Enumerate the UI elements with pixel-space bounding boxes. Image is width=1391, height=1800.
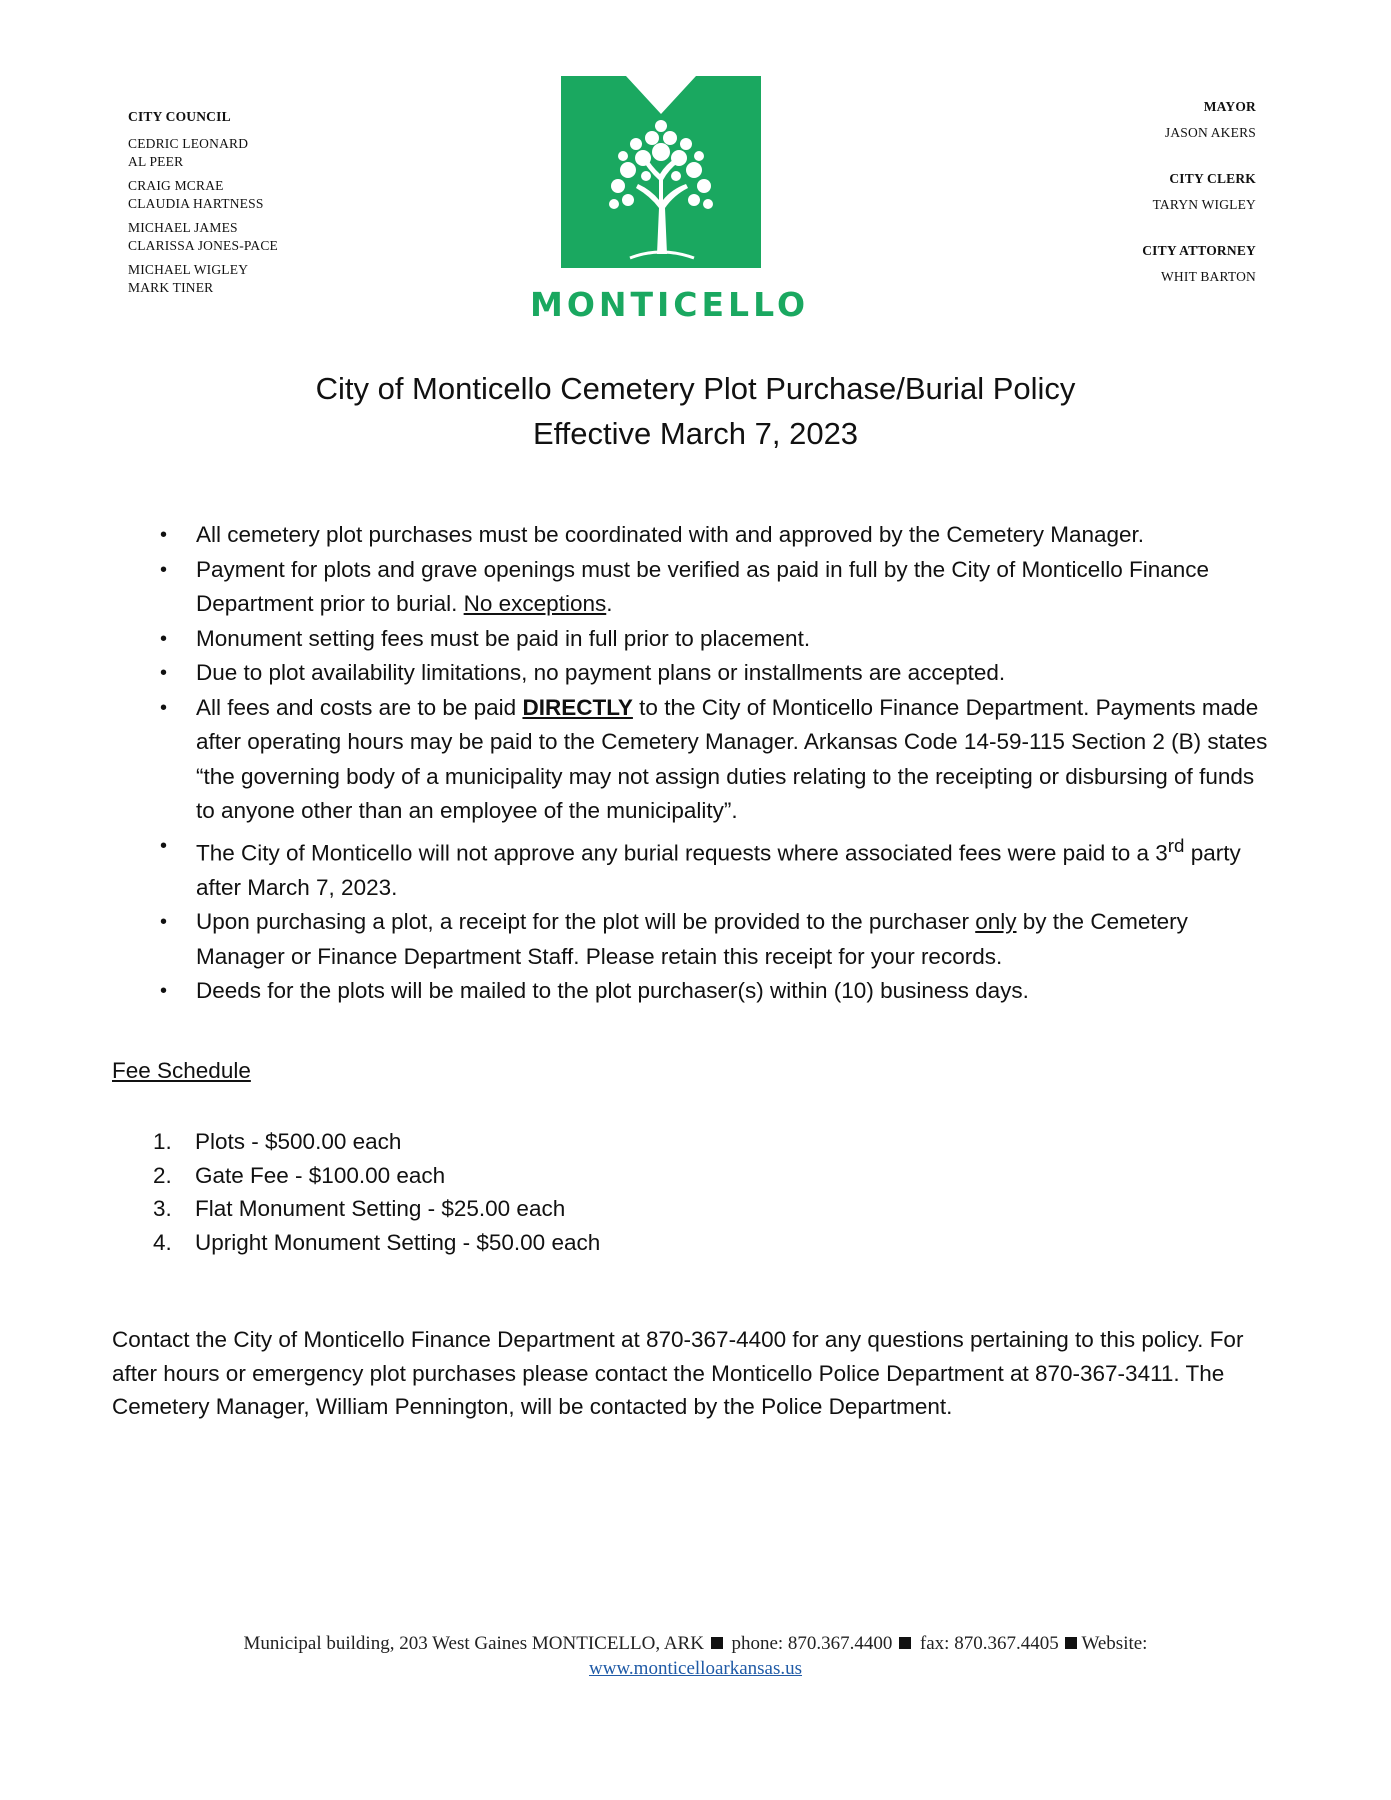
official-attorney xyxy=(1016,242,1256,286)
official-name: WHIT BARTON xyxy=(1160,269,1256,284)
council-member: AL PEER xyxy=(128,154,184,169)
title-line-1: City of Monticello Cemetery Plot Purchase/Burial Policy xyxy=(315,371,1076,406)
council-member: CEDRIC LEONARD xyxy=(128,136,249,151)
ordinal-suffix: rd xyxy=(1167,834,1185,856)
official-mayor xyxy=(1016,98,1256,142)
title-line-2: Effective March 7, 2023 xyxy=(532,416,859,451)
bullet-icon: • xyxy=(160,558,168,581)
council-group xyxy=(128,261,388,297)
policy-list xyxy=(160,518,1270,1009)
bullet-icon: • xyxy=(160,627,168,650)
official-name: JASON AKERS xyxy=(1164,125,1256,140)
footer-address: Municipal building, 203 West Gaines MONTICELLO, ARK xyxy=(243,1633,704,1654)
fee-item: 2. Gate Fee - $100.00 each xyxy=(153,1162,446,1188)
bullet-icon: • xyxy=(160,524,168,546)
policy-item: • The City of Monticello will not approve any burial requests where associated fees were paid to a 3rd party after March 7, 2023. xyxy=(160,829,1270,906)
official-clerk xyxy=(1016,170,1256,214)
official-name: TARYN WIGLEY xyxy=(1152,197,1256,212)
square-bullet-icon xyxy=(1065,1637,1077,1649)
emphasis-underline: No exceptions xyxy=(463,591,607,616)
council-member: MARK TINER xyxy=(128,280,214,295)
official-role: MAYOR xyxy=(1203,99,1256,114)
council-member: CRAIG MCRAE xyxy=(128,178,224,193)
council-member: CLARISSA JONES-PACE xyxy=(128,238,278,253)
website-link[interactable]: www.monticelloarkansas.us xyxy=(589,1658,802,1679)
official-role: CITY ATTORNEY xyxy=(1142,243,1256,258)
council-group xyxy=(128,177,388,213)
square-bullet-icon xyxy=(899,1637,911,1649)
officials-block xyxy=(1016,98,1256,314)
city-council-block xyxy=(128,108,388,303)
policy-item: • Payment for plots and grave openings must be verified as paid in full by the City of Monticello Finance Department prior to burial. No exceptions. xyxy=(160,553,1270,622)
page-footer xyxy=(0,1631,1391,1681)
logo-wordmark: MONTICELLO xyxy=(530,285,809,324)
policy-item: • All cemetery plot purchases must be coordinated with and approved by the Cemetery Manager. xyxy=(160,518,1270,553)
emphasis-bold-underline: DIRECTLY xyxy=(522,694,633,720)
fee-item: 3. Flat Monument Setting - $25.00 each xyxy=(153,1196,566,1221)
fee-item: 1. Plots - $500.00 each xyxy=(153,1129,402,1154)
council-member: MICHAEL JAMES xyxy=(128,220,238,235)
policy-item: • Monument setting fees must be paid in full prior to placement. xyxy=(160,622,1270,657)
page-title xyxy=(0,366,1391,456)
council-group xyxy=(128,135,388,171)
footer-website-label: Website: xyxy=(1081,1633,1148,1654)
bullet-icon: • xyxy=(160,834,168,857)
footer-phone: phone: 870.367.4400 xyxy=(731,1633,893,1654)
square-bullet-icon xyxy=(711,1637,723,1649)
footer-fax: fax: 870.367.4405 xyxy=(919,1633,1059,1654)
bullet-icon: • xyxy=(160,911,168,933)
emphasis-underline: only xyxy=(975,909,1017,934)
council-member: CLAUDIA HARTNESS xyxy=(128,196,264,211)
policy-item: • Upon purchasing a plot, a receipt for the plot will be provided to the purchaser only by the Cemetery Manager or Finance Department Staff. Please retain this receipt for your records. xyxy=(160,905,1270,974)
bullet-icon: • xyxy=(160,696,168,719)
fee-schedule-heading: Fee Schedule xyxy=(112,1058,251,1083)
council-member: MICHAEL WIGLEY xyxy=(128,262,249,277)
contact-paragraph: Contact the City of Monticello Finance Department at 870-367-4400 for any questions pertaining to this policy. For after hours or emergency plot purchases please contact the Monticello Police Department at 870-367-3411. The Cemetery Manager, William Pennington, will be contacted by the Police Department. xyxy=(112,1327,1244,1419)
official-role: CITY CLERK xyxy=(1169,171,1256,186)
fee-schedule-list xyxy=(153,1125,600,1259)
fee-item: 4. Upright Monument Setting - $50.00 each xyxy=(153,1229,601,1255)
policy-item: • All fees and costs are to be paid DIRECTLY to the City of Monticello Finance Department. Payments made after operating hours may be paid to the Cemetery Manager. Arkansas Code 14-59-115 Section 2 (B) states “the governing body of a municipality may not assign duties relating to the receipting or disbursing of funds to anyone other than an employee of the municipality”. xyxy=(160,691,1270,829)
bullet-icon: • xyxy=(160,980,168,1002)
city-council-heading: CITY COUNCIL xyxy=(128,109,231,124)
policy-item: • Deeds for the plots will be mailed to the plot purchaser(s) within (10) business days. xyxy=(160,974,1270,1009)
council-group xyxy=(128,219,388,255)
bullet-icon: • xyxy=(160,662,168,684)
footer-line xyxy=(0,1631,1391,1656)
policy-item: • Due to plot availability limitations, no payment plans or installments are accepted. xyxy=(160,656,1270,691)
